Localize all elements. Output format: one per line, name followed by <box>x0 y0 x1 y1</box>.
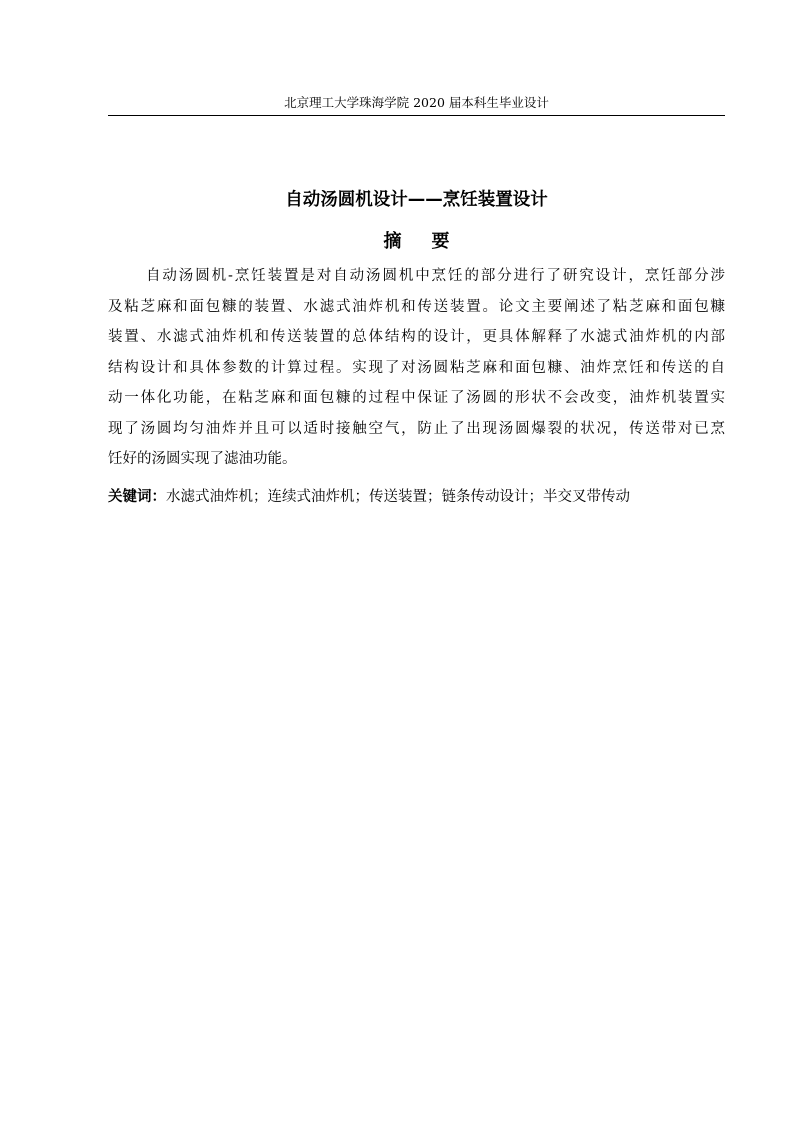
abstract-line: 现了汤圆均匀油炸并且可以适时接触空气，防止了出现汤圆爆裂的状况，传送带对已烹 <box>108 420 725 437</box>
header-divider <box>108 115 725 116</box>
page-header: 北京理工大学珠海学院 2020 届本科生毕业设计 <box>284 95 549 110</box>
abstract-heading: 摘要 <box>383 231 480 252</box>
abstract-line: 装置、水滤式油炸机和传送装置的总体结构的设计，更具体解释了水滤式油炸机的内部 <box>108 329 725 345</box>
abstract-body <box>108 261 725 475</box>
keywords <box>108 482 725 512</box>
keywords-label: 关键词： <box>108 489 166 505</box>
abstract-line: 及粘芝麻和面包糠的装置、水滤式油炸机和传送装置。论文主要阐述了粘芝麻和面包糠 <box>108 298 725 315</box>
keywords-text: 水滤式油炸机；连续式油炸机；传送装置；链条传动设计；半交叉带传动 <box>166 489 630 505</box>
abstract-line: 结构设计和具体参数的计算过程。实现了对汤圆粘芝麻和面包糠、油炸烹饪和传送的自 <box>108 359 725 376</box>
abstract-line: 饪好的汤圆实现了滤油功能。 <box>108 451 297 467</box>
abstract-line: 自动汤圆机-烹饪装置是对自动汤圆机中烹饪的部分进行了研究设计，烹饪部分涉 <box>146 268 725 284</box>
abstract-line: 动一体化功能，在粘芝麻和面包糠的过程中保证了汤圆的形状不会改变，油炸机装置实 <box>108 390 725 406</box>
document-title: 自动汤圆机设计——烹饪装置设计 <box>285 190 548 210</box>
